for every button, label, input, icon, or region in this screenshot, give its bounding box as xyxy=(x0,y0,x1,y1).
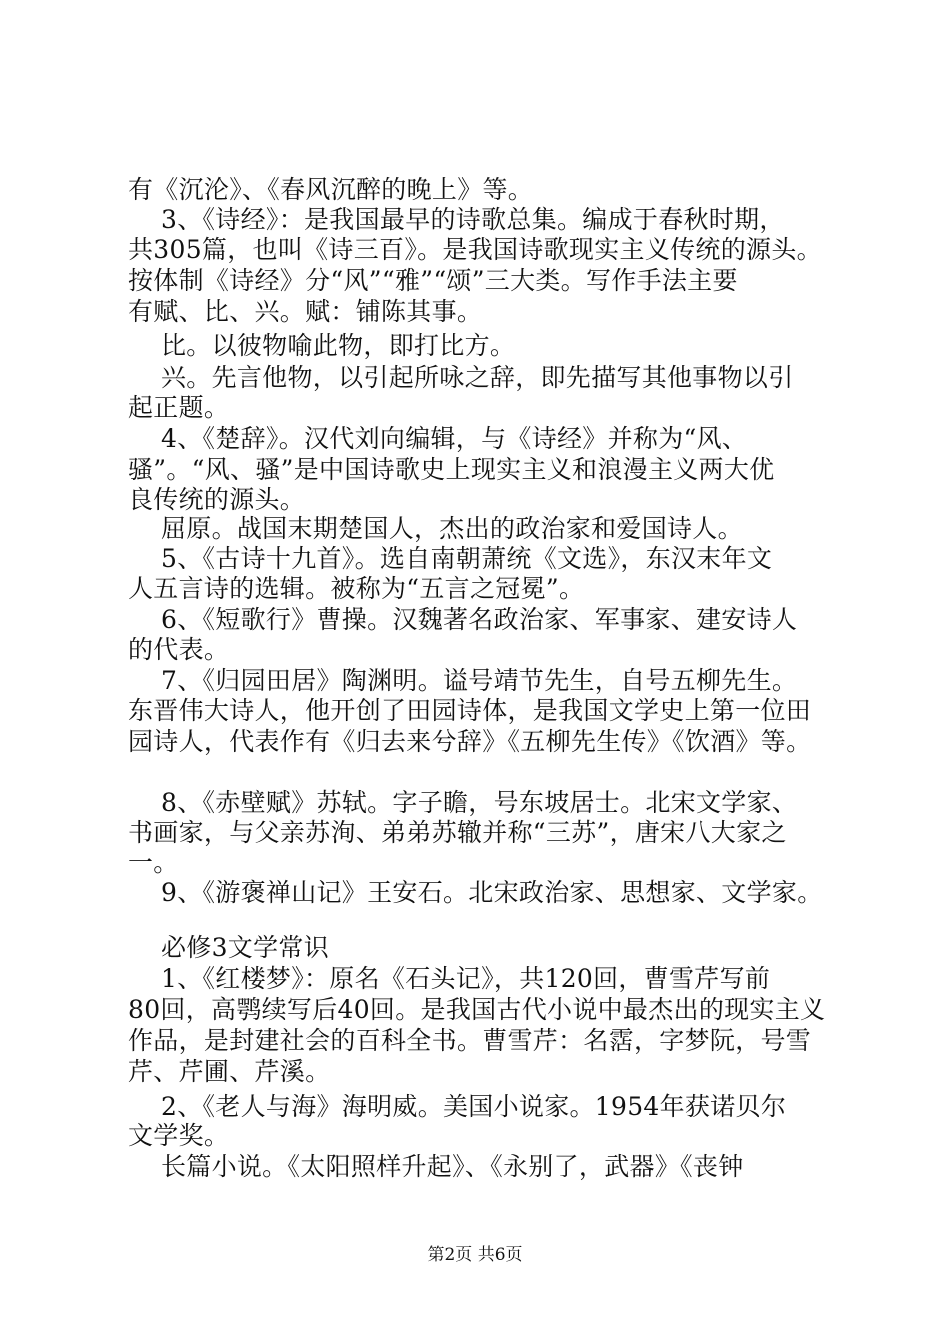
text-line: 1、《红楼梦》：原名《石头记》，共120回，曹雪芹写前 xyxy=(128,964,771,993)
text-line: 的代表。 xyxy=(128,635,230,664)
text-line: 东晋伟大诗人，他开创了田园诗体，是我国文学史上第一位田 xyxy=(128,696,812,725)
page-footer: 第2页 共6页 xyxy=(427,1245,523,1265)
text-line: 园诗人，代表作有《归去来兮辞》《五柳先生传》《饮酒》等。 xyxy=(128,727,812,756)
text-line: 良传统的源头。 xyxy=(128,485,306,514)
text-line: 比。以彼物喻此物，即打比方。 xyxy=(128,331,516,360)
text-line: 8、《赤壁赋》苏轼。字子瞻，号东坡居士。北宋文学家、 xyxy=(128,788,798,817)
text-line: 7、《归园田居》陶渊明。谥号靖节先生，自号五柳先生。 xyxy=(128,666,798,695)
text-line: 3、《诗经》：是我国最早的诗歌总集。编成于春秋时期， xyxy=(128,205,785,234)
text-line: 5、《古诗十九首》。选自南朝萧统《文选》，东汉末年文 xyxy=(128,544,773,573)
text-line: 长篇小说。《太阳照样升起》、《永别了，武器》《丧钟 xyxy=(128,1152,744,1181)
text-line: 屈原。战国末期楚国人，杰出的政治家和爱国诗人。 xyxy=(128,514,743,543)
text-line: 共305篇，也叫《诗三百》。是我国诗歌现实主义传统的源头。 xyxy=(128,235,822,264)
text-line: 芹、芹圃、芹溪。 xyxy=(128,1057,331,1086)
text-line: 80回，高鹗续写后40回。是我国古代小说中最杰出的现实主义 xyxy=(128,995,826,1024)
text-line: 有赋、比、兴。赋：铺陈其事。 xyxy=(128,297,483,326)
text-line: 骚”。“风、骚”是中国诗歌史上现实主义和浪漫主义两大优 xyxy=(128,455,775,484)
text-line: 人五言诗的选辑。被称为“五言之冠冕”。 xyxy=(128,574,585,603)
text-line: 一。 xyxy=(128,848,179,877)
text-line: 6、《短歌行》曹操。汉魏著名政治家、军事家、建安诗人 xyxy=(128,605,798,634)
text-line: 书画家，与父亲苏洵、弟弟苏辙并称“三苏”，唐宋八大家之 xyxy=(128,818,787,847)
text-line: 有《沉沦》、《春风沉醉的晚上》等。 xyxy=(128,175,534,204)
text-line: 9、《游褒禅山记》王安石。北宋政治家、思想家、文学家。 xyxy=(128,878,823,907)
text-line: 兴。先言他物，以引起所咏之辞，即先描写其他事物以引 xyxy=(128,363,794,392)
text-line: 作品，是封建社会的百科全书。曹雪芹：名霑，字梦阮，号雪 xyxy=(128,1026,812,1055)
text-line: 按体制《诗经》分“风”“雅”“颂”三大类。写作手法主要 xyxy=(128,266,738,295)
text-line: 4、《楚辞》。汉代刘向编辑，与《诗经》并称为“风、 xyxy=(128,424,748,453)
text-line: 文学奖。 xyxy=(128,1121,230,1150)
text-line: 2、《老人与海》海明威。美国小说家。1954年获诺贝尔 xyxy=(128,1092,787,1121)
text-line: 起正题。 xyxy=(128,393,230,422)
section-heading: 必修3文学常识 xyxy=(128,933,329,962)
